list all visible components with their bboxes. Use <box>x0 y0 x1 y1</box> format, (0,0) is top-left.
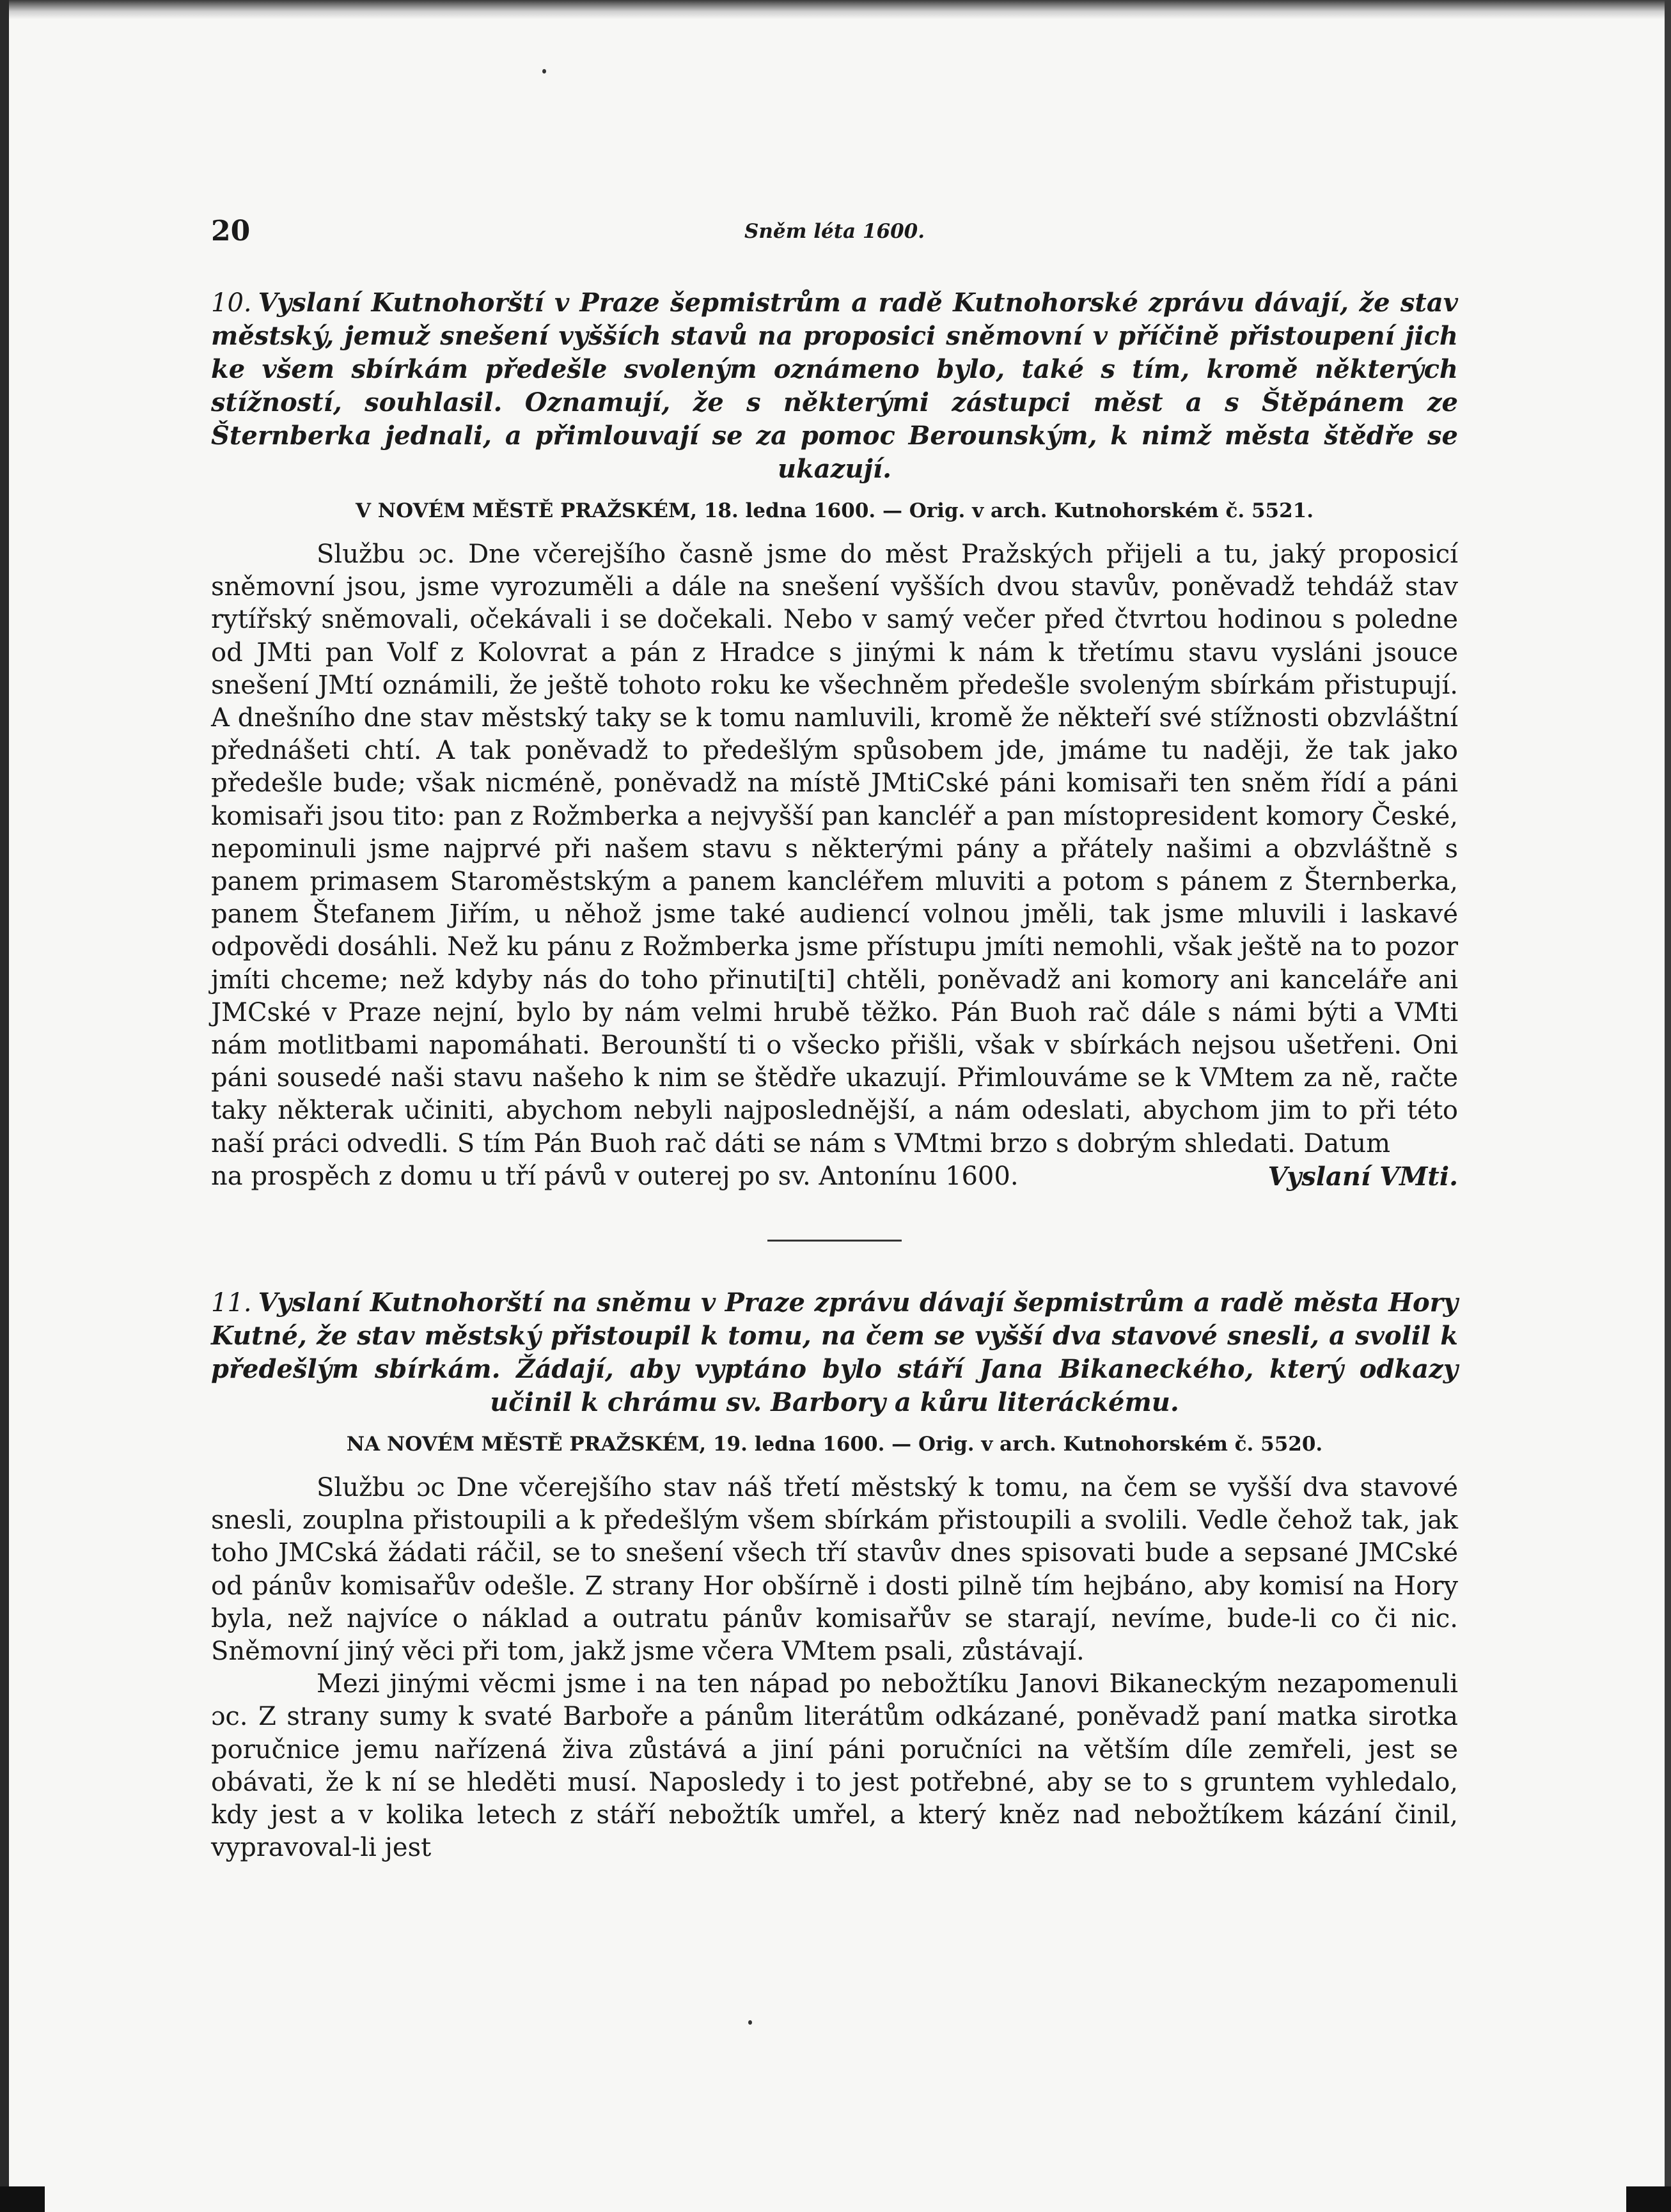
letter-paragraph: Službu ɔc Dne včerejšího stav náš třetí městský k tomu, na čem se vyšší dva stavové snesli, zouplna přistoupili a k předešlým všem sbírkám přistoupili a svolili. Vedle čehož tak, jak toho JMCská žádati ráčil, se to snešení všech tří stavův dnes spisovati bude a sepsané JMCské od pánův komisařův odešle. Z strany Hor obšírně i dosti pilně tím hejbáno, aby komisí na Hory byla, než najvíce o náklad a outratu pánův komisařův se starají, nevíme, bude-li co či nic. Sněmovní jiný věci při tom, jakž jsme včera VMtem psali, zůstávají. <box>211 1473 1458 1667</box>
dust-speck <box>542 69 546 74</box>
scan-edge-left <box>0 0 9 2212</box>
signature: Vyslaní VMti. <box>1267 1161 1458 1192</box>
letter-closing <box>211 1160 1458 1193</box>
document-11 <box>211 1286 1458 1864</box>
document-10 <box>211 286 1458 1193</box>
scan-corner-bottom-right <box>1626 2186 1671 2212</box>
running-head <box>211 211 1458 249</box>
letter-body <box>211 1472 1458 1864</box>
scan-edge-right <box>1665 0 1671 2212</box>
source-citation: V NOVÉM MĚSTĚ PRAŽSKÉM, 18. ledna 1600. — Orig. v arch. Kutnohorském č. 5521. <box>355 499 1314 522</box>
running-title: Sněm léta 1600. <box>744 220 925 243</box>
document-number: 10. <box>211 288 252 318</box>
closing-line: na prospěch z domu u tří pávů v outerej po sv. Antonínu 1600. <box>211 1161 1019 1191</box>
document-summary: 11. Vyslaní Kutnohorští na sněmu v Praze zprávu dávají šepmistrům a radě města Hory Kutné, že stav městský přistoupil k tomu, na čem se vyšší dva stavové snesli, a svolil k předešlým sbírkám. Žádají, aby vyptáno bylo stáří Jana Bikaneckého, který odkazy učinil k chrámu sv. Barbory a kůru literáckému. <box>211 1288 1458 1418</box>
page-content <box>211 211 1458 1865</box>
section-separator <box>767 1240 902 1242</box>
letter-paragraph: Službu ɔc. Dne včerejšího časně jsme do měst Pražských přijeli a tu, jaký proposicí sněmovní jsou, jsme vyrozuměli a dále na snešení vyšších dvou stavův, poněvadž tehdáž stav rytířský sněmovali, očekávali i se dočekali. Nebo v samý večer před čtvrtou hodinou s poledne od JMti pan Volf z Kolovrat a pán z Hradce s jinými k nám k třetímu stavu vysláni jsouce snešení JMtí oznámili, že ještě tohoto roku ke všechněm předešle svoleným sbírkám přistupují. A dnešního dne stav městský taky se k tomu namluvili, kromě že někteří své stížnosti obzvláštní přednášeti chtí. A tak poněvadž to předešlým spůsobem jde, jmáme tu naději, že tak jako předešle bude; však nicméně, poněvadž na místě JMtiCské páni komisaři ten sněm řídí a páni komisaři jsou tito: pan z Rožmberka a nejvyšší pan kancléř a pan místopresident komory České, nepominuli jsme najprvé při našem stavu s některými pány a přátely našimi a obzvláštně s panem primasem Staroměstským a panem kancléřem mluviti a potom s pánem z Šternberka, panem Štefanem Jiřím, u něhož jsme také audiencí volnou jměli, tak jsme mluvili i laskavé odpovědi dosáhli. Než ku pánu z Rožmberka jsme přístupu jmíti nemohli, však ještě na to pozor jmíti chceme; než kdyby nás do toho přinuti[ti] chtěli, poněvadž ani komory ani kanceláře ani JMCské v Praze nejní, bylo by nám velmi hrubě těžko. Pán Buoh rač dále s námi býti a VMti nám motlitbami napomáhati. Berounští ti o všecko přišli, však v sbírkách nejsou ušetřeni. Oni páni sousedé naši stavu našeho k nim se štědře ukazují. Přimlouváme se k VMtem za ně, račte taky některak učiniti, abychom nebyli najposlednější, a nám odeslati, abychom jim to při této naší práci odvedli. S tím Pán Buoh rač dáti se nám s VMtmi brzo s dobrým shledati. Datum <box>211 540 1458 1158</box>
source-citation: NA NOVÉM MĚSTĚ PRAŽSKÉM, 19. ledna 1600. — Orig. v arch. Kutnohorském č. 5520. <box>346 1433 1323 1456</box>
letter-body <box>211 538 1458 1193</box>
letter-paragraph: Mezi jinými věcmi jsme i na ten nápad po nebožtíku Janovi Bikaneckým nezapomenuli ɔc. Z strany sumy k svaté Barboře a pánům literátům odkázané, poněvadž paní matka sirotka poručnice jemu nařízená živa zůstává a jiní páni poručníci na větším díle zemřeli, jest se obávati, že k ní se hleděti musí. Naposledy i to jest potřebné, aby se to s gruntem vyhledalo, kdy jest a v kolika letech z stáří nebožtík umřel, a který kněz nad nebožtíkem kázání činil, vypravoval-li jest <box>211 1669 1458 1863</box>
scan-edge-top <box>0 0 1671 19</box>
dust-speck <box>748 2020 752 2025</box>
page-number: 20 <box>211 215 251 247</box>
document-number: 11. <box>211 1288 252 1318</box>
scan-corner-bottom-left <box>0 2186 45 2212</box>
document-summary: 10. Vyslaní Kutnohorští v Praze šepmistrům a radě Kutnohorské zprávu dávají, že stav městský, jemuž snešení vyšších stavů na proposici sněmovní v příčině přistoupení jich ke všem sbírkám předešle svoleným oznámeno bylo, také s tím, kromě některých stížností, souhlasil. Oznamují, že s některými zástupci měst a s Štěpánem ze Šternberka jednali, a přimlouvají se za pomoc Berounským, k nimž města štědře se ukazují. <box>211 288 1458 484</box>
